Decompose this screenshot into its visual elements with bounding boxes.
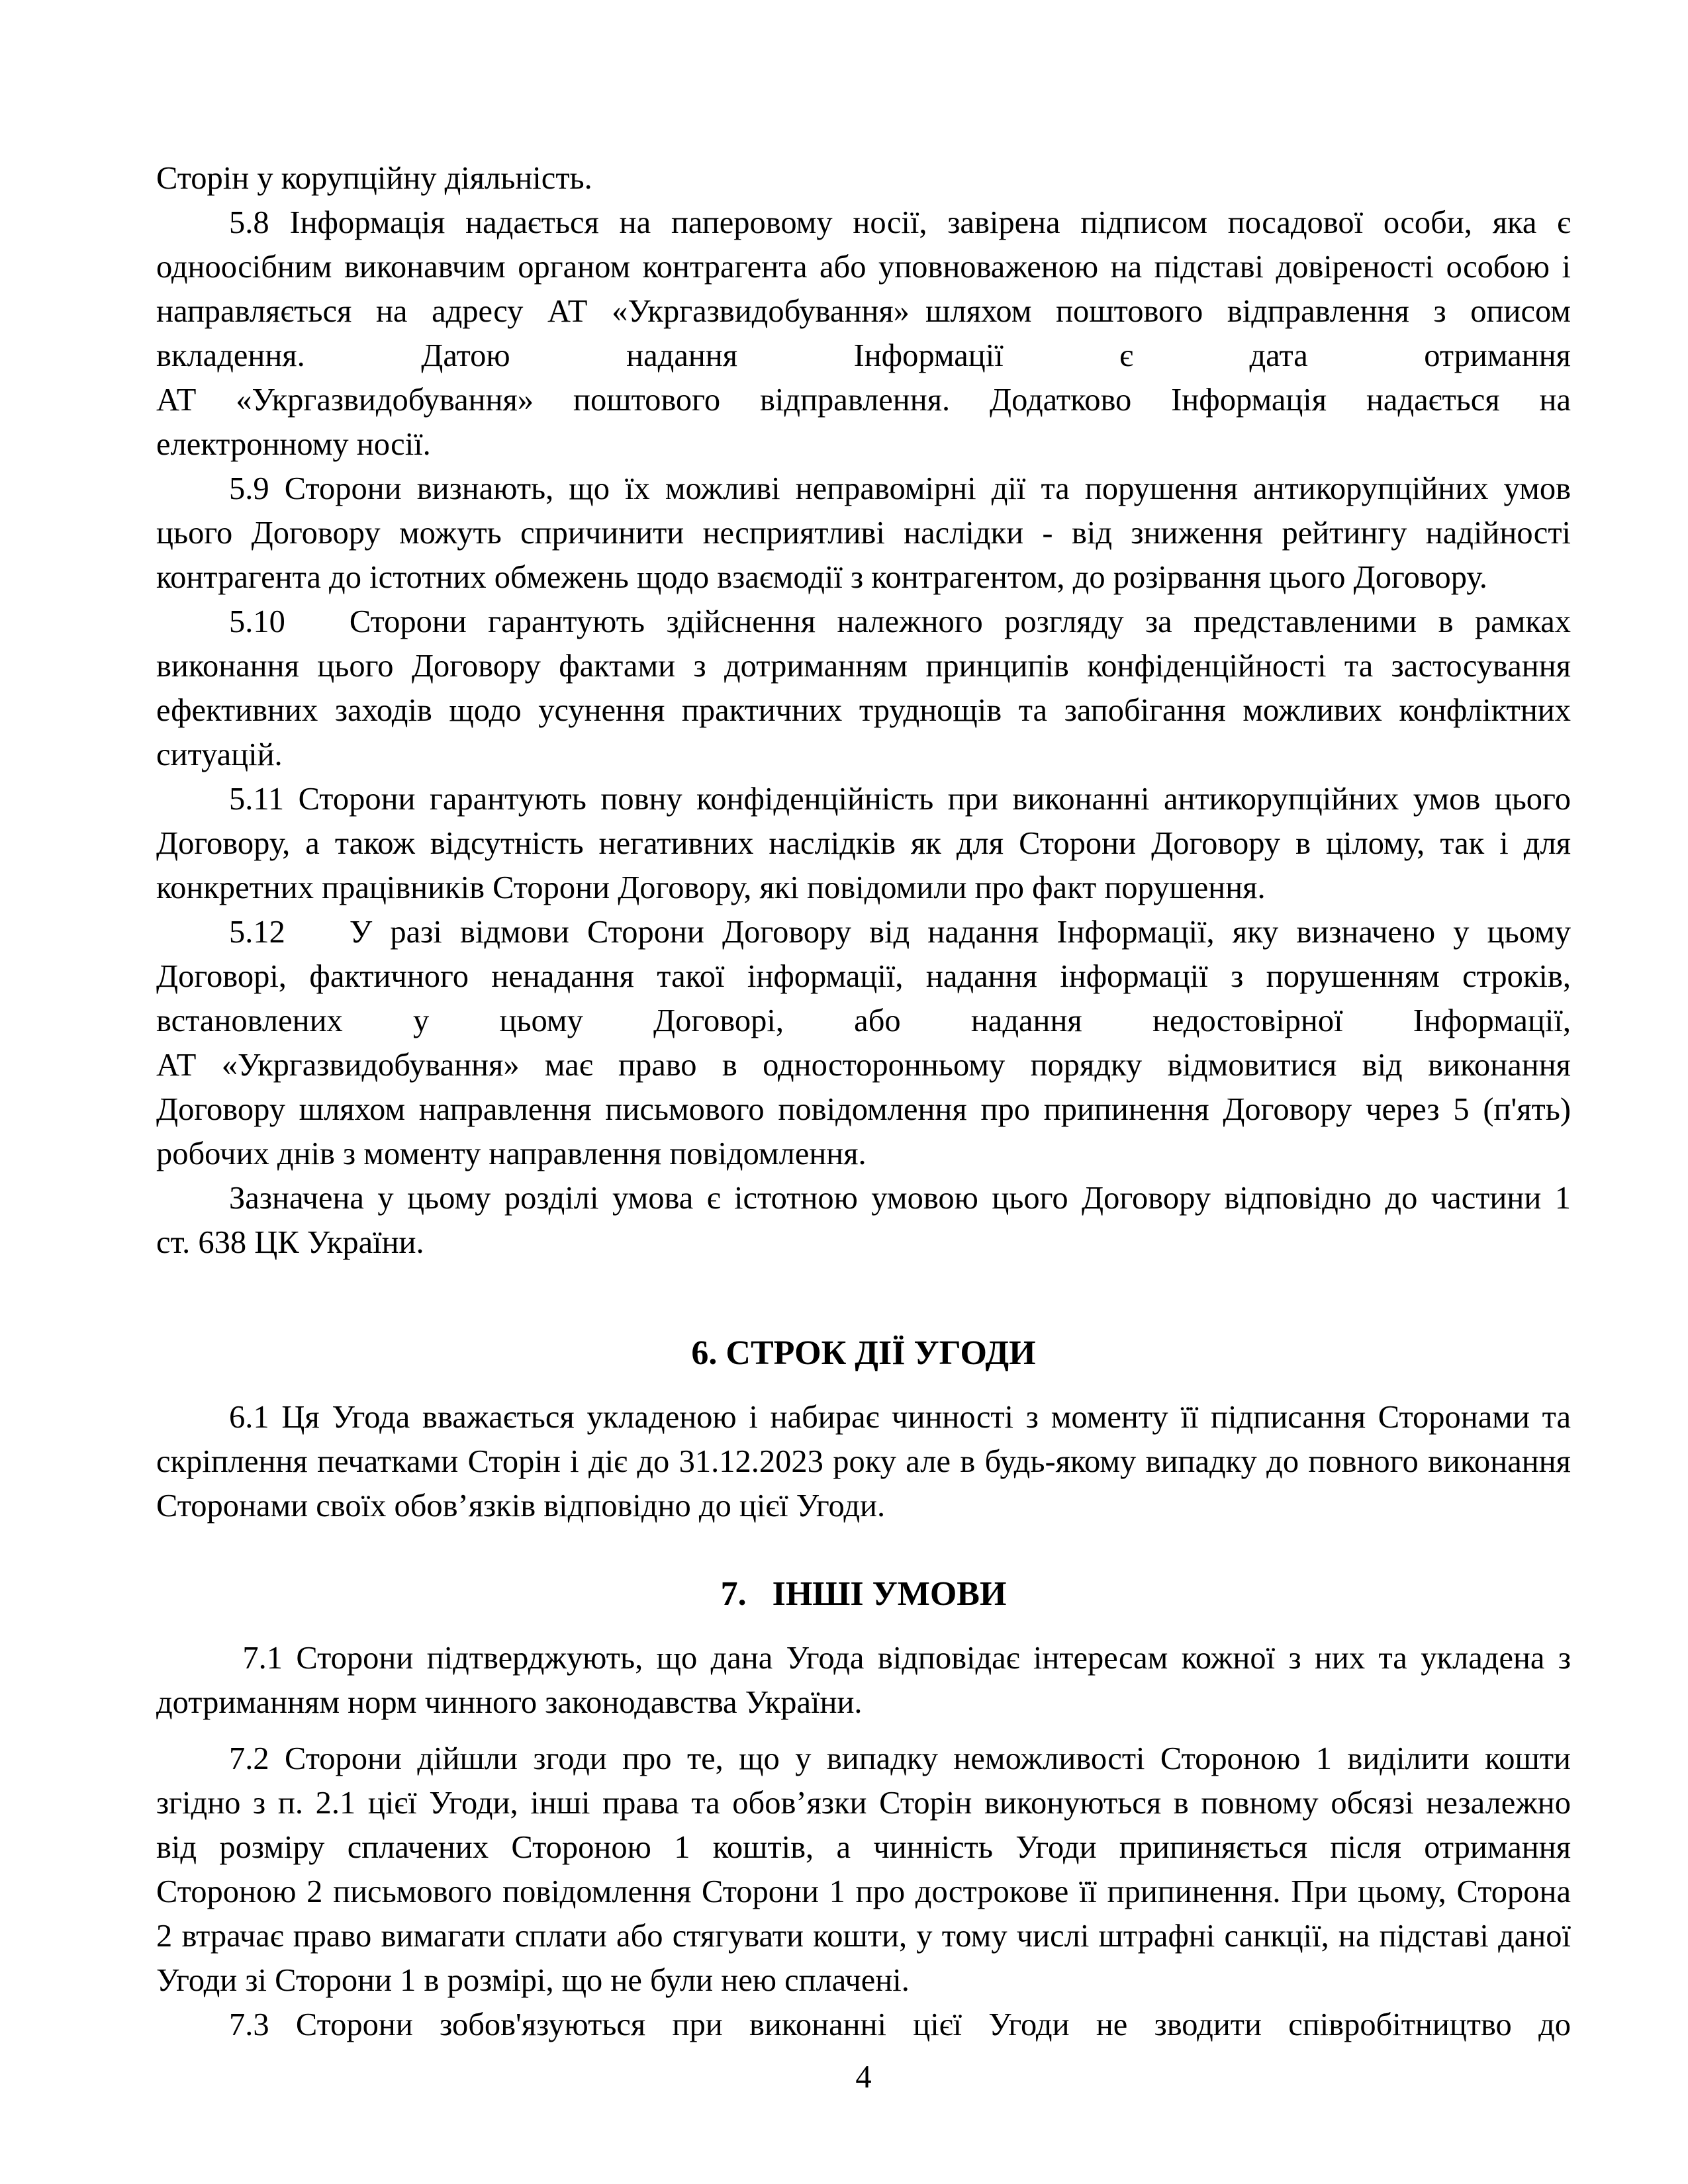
text-line: від розміру сплачених Стороною 1 коштів, а чинність Угоди припиняється після отримання xyxy=(156,1830,1571,1865)
paragraph-5-11 xyxy=(156,777,1571,910)
text-line: Договору шляхом направлення письмового повідомлення про припинення Договору через 5 (п'ять) xyxy=(156,1092,1571,1127)
text-line: 5.9 Сторони визнають, що їх можливі неправомірні дії та порушення антикорупційних умов xyxy=(229,471,1571,506)
text-line: 7.3 Сторони зобов'язуються при виконанні цієї Угоди не зводити співробітництво до xyxy=(229,2007,1571,2042)
text-line: згідно з п. 2.1 цієї Угоди, інші права та обов’язки Сторін виконуються в повному обсязі незалежно xyxy=(156,1786,1571,1821)
text-line: направляється на адресу АТ «Укргазвидобування» шляхом поштового відправлення з описом xyxy=(156,294,1571,329)
text-line: виконання цього Договору фактами з дотриманням принципів конфіденційності та застосування xyxy=(156,649,1571,684)
text-line: конкретних працівників Сторони Договору, які повідомили про факт порушення. xyxy=(156,870,1266,905)
document-body xyxy=(156,156,1571,2099)
text-line: електронному носії. xyxy=(156,427,431,462)
paragraph-7-3 xyxy=(156,2003,1571,2047)
text-line: Зазначена у цьому розділі умова є істотною умовою цього Договору відповідно до частини 1 xyxy=(229,1181,1571,1216)
page-number: 4 xyxy=(855,2060,872,2095)
section-heading-strok-diyi-ugody: 6. СТРОК ДІЇ УГОДИ xyxy=(691,1334,1036,1372)
text-line: 5.11 Сторони гарантують повну конфіденційність при виконанні антикорупційних умов цього xyxy=(229,782,1571,817)
text-line: 7.2 Сторони дійшли згоди про те, що у випадку неможливості Стороною 1 виділити кошти xyxy=(229,1741,1571,1776)
paragraph-5-10 xyxy=(156,600,1571,777)
text-line: Договорі, фактичного ненадання такої інформації, надання інформації з порушенням строків, xyxy=(156,959,1571,994)
text-line: 6.1 Ця Угода вважається укладеною і набирає чинності з моменту її підписання Сторонами та xyxy=(229,1400,1571,1435)
text-line: дотриманням норм чинного законодавства України. xyxy=(156,1685,863,1720)
paragraph-7-1 xyxy=(156,1636,1571,1725)
text-line: Сторін у корупційну діяльність. xyxy=(156,161,592,196)
text-line: 2 втрачає право вимагати сплати або стягувати кошти, у тому числі штрафні санкції, на підставі даної xyxy=(156,1919,1571,1954)
text-line: 7.1 Сторони підтверджують, що дана Угода відповідає інтересам кожної з них та укладена з xyxy=(229,1641,1571,1676)
text-line: Договору, а також відсутність негативних наслідків як для Сторони Договору в цілому, так і для xyxy=(156,826,1571,861)
text-line: контрагента до істотних обмежень щодо взаємодії з контрагентом, до розірвання цього Договору. xyxy=(156,560,1487,595)
text-line: встановлених у цьому Договорі, або надання недостовірної Інформації, xyxy=(156,1003,1571,1038)
text-line: скріплення печатками Сторін і діє до 31.12.2023 року але в будь-якому випадку до повного виконання xyxy=(156,1444,1571,1479)
text-line: АТ «Укргазвидобування» має право в односторонньому порядку відмовитися від виконання xyxy=(156,1048,1571,1083)
paragraph-5-12 xyxy=(156,910,1571,1176)
text-line: 5.12 У разі відмови Сторони Договору від надання Інформації, яку визначено у цьому xyxy=(229,915,1571,950)
text-line: 5.10 Сторони гарантують здійснення належного розгляду за представленими в рамках xyxy=(229,604,1571,639)
text-line: цього Договору можуть спричинити несприятливі наслідки - від зниження рейтингу надійності xyxy=(156,516,1571,551)
text-line: Угоди зі Сторони 1 в розмірі, що не були нею сплачені. xyxy=(156,1963,910,1998)
paragraph-6-1 xyxy=(156,1395,1571,1528)
text-line: ситуацій. xyxy=(156,737,283,772)
paragraph-continuation xyxy=(156,156,1571,201)
text-line: одноосібним виконавчим органом контрагента або уповноваженою на підставі довіреності особою і xyxy=(156,250,1571,285)
paragraph-zaznachena xyxy=(156,1176,1571,1265)
text-line: ефективних заходів щодо усунення практичних труднощів та запобігання можливих конфліктних xyxy=(156,693,1571,728)
section-heading-inshi-umovy: 7. ІНШІ УМОВИ xyxy=(720,1575,1007,1613)
text-line: вкладення. Датою надання Інформації є дата отримання xyxy=(156,338,1571,373)
text-line: Сторонами своїх обов’язків відповідно до цієї Угоди. xyxy=(156,1488,886,1524)
text-line: ст. 638 ЦК України. xyxy=(156,1225,424,1260)
paragraph-7-2 xyxy=(156,1737,1571,2003)
paragraph-5-9 xyxy=(156,467,1571,600)
text-line: 5.8 Інформація надається на паперовому носії, завірена підписом посадової особи, яка є xyxy=(229,205,1571,240)
text-line: робочих днів з моменту направлення повідомлення. xyxy=(156,1136,867,1171)
text-line: Стороною 2 письмового повідомлення Сторони 1 про дострокове її припинення. При цьому, Сторона xyxy=(156,1874,1571,1909)
text-line: АТ «Укргазвидобування» поштового відправлення. Додатково Інформація надається на xyxy=(156,383,1571,418)
paragraph-5-8 xyxy=(156,201,1571,467)
